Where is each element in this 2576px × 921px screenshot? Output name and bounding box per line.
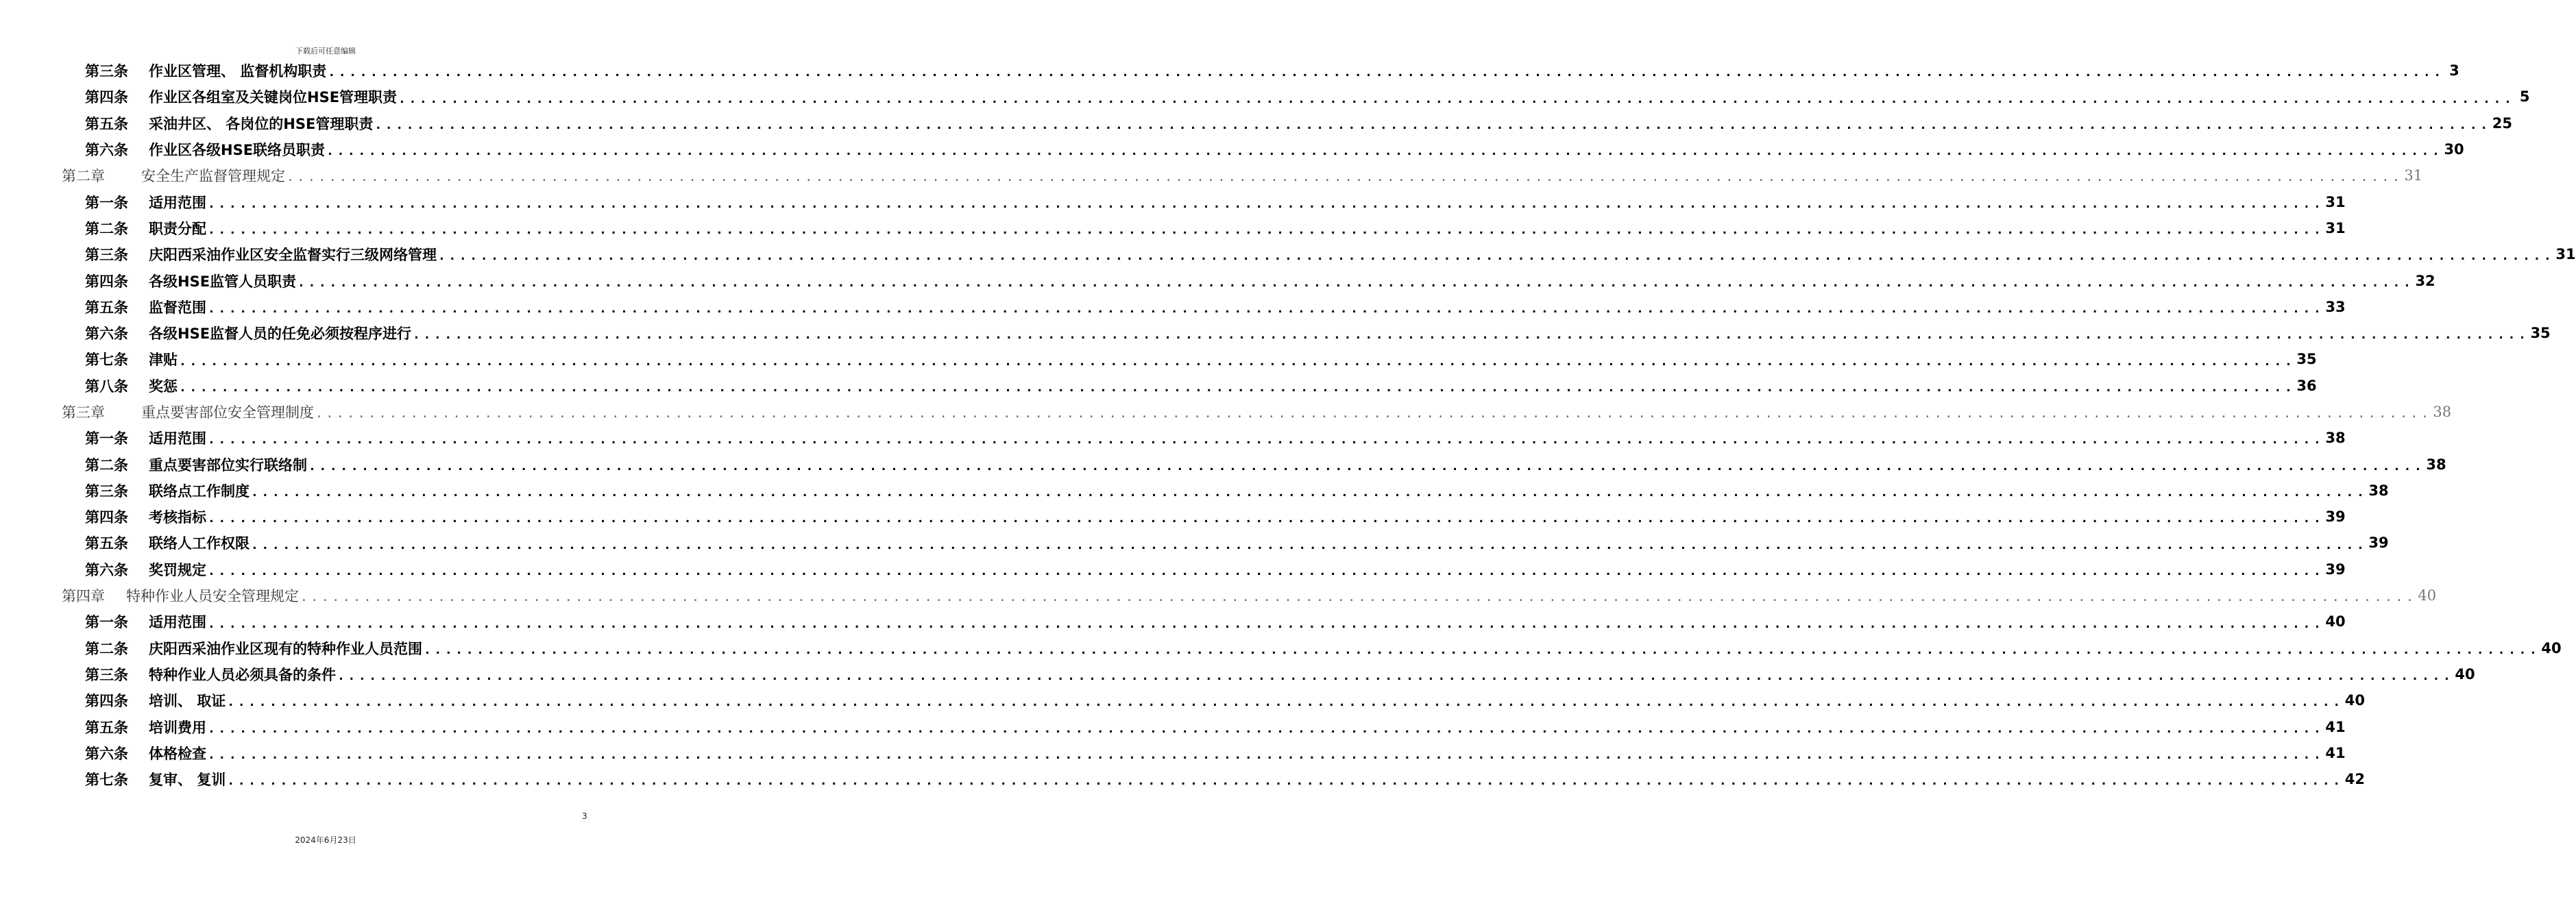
toc-entry-label	[85, 113, 373, 134]
toc-leader-dots: ........................................................................................................................................................................................................	[308, 458, 2425, 474]
toc-entry-title: 重点要害部位实行联络制	[149, 456, 307, 474]
toc-entry-title: 监督范围	[149, 299, 206, 316]
toc-article-entry[interactable]	[0, 609, 2346, 635]
toc-entry-number: 第三条	[85, 666, 128, 683]
header-note: 下载后可任意编辑	[295, 47, 356, 56]
toc-entry-number: 第二条	[85, 640, 128, 657]
toc-article-entry[interactable]	[0, 241, 2576, 267]
toc-chapter-entry[interactable]	[0, 162, 2423, 188]
toc-entry-page: 25	[2492, 114, 2512, 132]
toc-leader-dots: ........................................................................................................................................................................................................	[208, 511, 2324, 526]
toc-entry-page: 41	[2325, 718, 2346, 735]
footer-date: 2024年6月23日	[295, 835, 356, 845]
toc-entry-label	[85, 86, 397, 107]
toc-entry-number: 第二章	[62, 168, 105, 185]
toc-article-entry[interactable]	[0, 346, 2317, 372]
toc-leader-dots: ........................................................................................................................................................................................................	[251, 485, 2368, 500]
toc-entry-page: 36	[2296, 377, 2317, 394]
toc-entry-label	[85, 297, 206, 317]
toc-entry-page: 30	[2444, 141, 2464, 158]
toc-entry-title: 复审、 复训	[149, 772, 226, 789]
toc-entry-page: 38	[2325, 430, 2346, 447]
toc-entry-label	[85, 717, 206, 737]
toc-article-entry[interactable]	[0, 215, 2346, 241]
toc-article-entry[interactable]	[0, 294, 2346, 320]
toc-entry-title: 特种作业人员必须具备的条件	[149, 666, 336, 683]
toc-entry-label	[62, 165, 285, 186]
toc-entry-label	[85, 218, 206, 238]
toc-entry-title: 重点要害部位安全管理制度	[141, 404, 314, 421]
toc-entry-number: 第三条	[85, 63, 128, 80]
toc-entry-number: 第四条	[85, 273, 128, 290]
toc-entry-page: 5	[2519, 88, 2530, 106]
toc-entry-title: 各级HSE监督人员的任免必须按程序进行	[149, 326, 412, 343]
toc-leader-dots: ........................................................................................................................................................................................................	[297, 275, 2414, 290]
toc-article-entry[interactable]	[0, 110, 2512, 136]
toc-entry-page: 31	[2555, 246, 2576, 263]
toc-entry-title: 培训、 取证	[149, 693, 226, 710]
toc-article-entry[interactable]	[0, 188, 2346, 214]
toc-leader-dots: ........................................................................................................................................................................................................	[208, 563, 2324, 578]
toc-leader-dots: ........................................................................................................................................................................................................	[413, 328, 2529, 343]
toc-entry-label	[85, 559, 206, 580]
toc-entry-label	[62, 402, 314, 422]
toc-article-entry[interactable]	[0, 84, 2530, 110]
toc-entry-label	[85, 428, 206, 448]
toc-entry-number: 第四条	[85, 89, 128, 106]
toc-entry-number: 第四条	[85, 693, 128, 710]
toc-leader-dots: ........................................................................................................................................................................................................	[315, 406, 2432, 421]
toc-entry-page: 32	[2415, 272, 2435, 289]
toc-entry-page: 38	[2426, 456, 2446, 473]
toc-article-entry[interactable]	[0, 504, 2346, 530]
toc-article-entry[interactable]	[0, 556, 2346, 582]
toc-entry-title: 庆阳西采油作业区现有的特种作业人员范围	[149, 640, 422, 657]
toc-entry-title: 职责分配	[149, 220, 206, 237]
toc-leader-dots: ........................................................................................................................................................................................................	[208, 721, 2324, 736]
toc-entry-number: 第二条	[85, 220, 128, 237]
toc-entry-number: 第三条	[85, 247, 128, 264]
toc-entry-number: 第五条	[85, 299, 128, 316]
toc-leader-dots: ........................................................................................................................................................................................................	[208, 432, 2324, 447]
toc-article-entry[interactable]	[0, 425, 2346, 451]
toc-entry-title: 作业区管理、 监督机构职责	[149, 63, 327, 80]
toc-entry-number: 第二条	[85, 456, 128, 474]
toc-entry-page: 35	[2296, 351, 2317, 368]
toc-entry-title: 联络人工作权限	[149, 535, 250, 552]
toc-entry-title: 津贴	[149, 352, 178, 369]
toc-leader-dots: ........................................................................................................................................................................................................	[374, 117, 2491, 132]
toc-entry-title: 体格检查	[149, 745, 206, 762]
toc-leader-dots: ........................................................................................................................................................................................................	[208, 748, 2324, 763]
toc-entry-label	[85, 323, 411, 343]
toc-entry-label	[85, 349, 178, 369]
toc-entry-number: 第四章	[62, 588, 105, 605]
toc-leader-dots: ........................................................................................................................................................................................................	[287, 170, 2403, 185]
toc-leader-dots: ........................................................................................................................................................................................................	[337, 669, 2454, 684]
toc-entry-page: 31	[2404, 167, 2423, 184]
toc-leader-dots: ........................................................................................................................................................................................................	[179, 354, 2296, 369]
toc-entry-title: 培训费用	[149, 719, 206, 736]
toc-entry-label	[85, 664, 336, 685]
toc-entry-number: 第七条	[85, 352, 128, 369]
toc-entry-label	[85, 743, 206, 763]
toc-entry-page: 31	[2325, 193, 2346, 210]
toc-entry-label	[85, 506, 206, 527]
toc-entry-page: 31	[2325, 219, 2346, 236]
toc-entry-label	[85, 244, 437, 265]
toc-entry-title: 奖惩	[149, 378, 178, 395]
toc-article-entry[interactable]	[0, 766, 2365, 792]
toc-leader-dots: ........................................................................................................................................................................................................	[208, 616, 2324, 631]
toc-entry-label	[85, 690, 226, 711]
toc-entry-number: 第一条	[85, 194, 128, 211]
toc-entry-title: 特种作业人员安全管理规定	[126, 588, 299, 605]
toc-leader-dots: ........................................................................................................................................................................................................	[328, 65, 2444, 80]
toc-leader-dots: ........................................................................................................................................................................................................	[227, 695, 2344, 710]
toc-entry-number: 第六条	[85, 326, 128, 343]
toc-article-entry[interactable]	[0, 136, 2464, 162]
toc-article-entry[interactable]	[0, 267, 2435, 293]
toc-article-entry[interactable]	[0, 451, 2446, 477]
toc-entry-number: 第七条	[85, 772, 128, 789]
toc-entry-number: 第六条	[85, 745, 128, 762]
toc-entry-title: 庆阳西采油作业区安全监督实行三级网络管理	[149, 247, 437, 264]
toc-entry-number: 第五条	[85, 535, 128, 552]
toc-leader-dots: ........................................................................................................................................................................................................	[208, 301, 2324, 316]
toc-entry-number: 第一条	[85, 430, 128, 447]
toc-entry-page: 38	[2433, 404, 2452, 420]
toc-entry-page: 41	[2325, 744, 2346, 761]
toc-entry-title: 考核指标	[149, 509, 206, 526]
toc-entry-number: 第一条	[85, 614, 128, 631]
toc-entry-label	[85, 480, 250, 501]
toc-leader-dots: ........................................................................................................................................................................................................	[251, 537, 2368, 552]
toc-article-entry[interactable]	[0, 687, 2365, 713]
toc-entry-number: 第五条	[85, 719, 128, 736]
toc-leader-dots: ........................................................................................................................................................................................................	[438, 249, 2555, 264]
toc-entry-title: 采油井区、 各岗位的HSE管理职责	[149, 115, 374, 132]
toc-entry-label	[85, 454, 307, 475]
toc-entry-label	[85, 638, 422, 659]
toc-article-entry[interactable]	[0, 58, 2459, 84]
toc-entry-title: 适用范围	[149, 194, 206, 211]
toc-entry-label	[85, 611, 206, 632]
toc-entry-page: 35	[2530, 325, 2551, 342]
toc-entry-title: 作业区各组室及关键岗位HSE管理职责	[149, 89, 398, 106]
toc-entry-label	[85, 271, 296, 291]
toc-entry-label	[62, 585, 299, 606]
toc-leader-dots: ........................................................................................................................................................................................................	[208, 223, 2324, 238]
toc-leader-dots: ........................................................................................................................................................................................................	[208, 196, 2324, 211]
toc-article-entry[interactable]	[0, 320, 2551, 346]
toc-entry-page: 40	[2455, 665, 2475, 683]
toc-entry-page: 40	[2325, 613, 2346, 630]
toc-entry-page: 38	[2368, 482, 2389, 499]
toc-entry-page: 33	[2325, 298, 2346, 315]
toc-entry-page: 3	[2449, 62, 2459, 79]
toc-entry-number: 第三章	[62, 404, 105, 421]
toc-entry-page: 40	[2541, 639, 2562, 656]
toc-entry-title: 奖罚规定	[149, 561, 206, 578]
toc-chapter-entry[interactable]	[0, 582, 2437, 609]
toc-entry-title: 适用范围	[149, 430, 206, 447]
table-of-contents	[0, 58, 2576, 792]
toc-article-entry[interactable]	[0, 740, 2346, 766]
toc-leader-dots: ........................................................................................................................................................................................................	[398, 91, 2515, 106]
toc-entry-page: 40	[2344, 692, 2365, 709]
toc-entry-page: 39	[2368, 535, 2389, 552]
toc-entry-number: 第八条	[85, 378, 128, 395]
toc-entry-page: 39	[2325, 508, 2346, 526]
toc-entry-number: 第五条	[85, 115, 128, 132]
toc-entry-page: 39	[2325, 561, 2346, 578]
page-number: 3	[582, 811, 587, 821]
toc-entry-label	[85, 192, 206, 212]
toc-article-entry[interactable]	[0, 373, 2317, 399]
toc-article-entry[interactable]	[0, 478, 2389, 504]
toc-article-entry[interactable]	[0, 530, 2389, 556]
toc-entry-label	[85, 532, 250, 553]
toc-entry-label	[85, 769, 226, 789]
toc-entry-page: 40	[2418, 587, 2437, 604]
toc-leader-dots: ........................................................................................................................................................................................................	[227, 774, 2344, 789]
toc-leader-dots: ........................................................................................................................................................................................................	[424, 642, 2540, 657]
toc-article-entry[interactable]	[0, 635, 2562, 661]
toc-entry-title: 各级HSE监管人员职责	[149, 273, 297, 290]
toc-leader-dots: ........................................................................................................................................................................................................	[300, 590, 2417, 605]
toc-entry-title: 联络点工作制度	[149, 482, 250, 500]
toc-article-entry[interactable]	[0, 713, 2346, 739]
toc-entry-label	[85, 60, 326, 81]
toc-entry-title: 安全生产监督管理规定	[141, 168, 285, 185]
toc-entry-page: 42	[2344, 771, 2365, 788]
toc-entry-number: 第四条	[85, 509, 128, 526]
toc-entry-number: 第六条	[85, 561, 128, 578]
toc-entry-title: 作业区各级HSE联络员职责	[149, 142, 326, 159]
toc-entry-number: 第三条	[85, 482, 128, 500]
toc-entry-number: 第六条	[85, 142, 128, 159]
toc-article-entry[interactable]	[0, 661, 2475, 687]
toc-entry-label	[85, 376, 178, 396]
toc-leader-dots: ........................................................................................................................................................................................................	[326, 144, 2443, 159]
toc-entry-label	[85, 139, 325, 160]
toc-entry-title: 适用范围	[149, 614, 206, 631]
toc-chapter-entry[interactable]	[0, 399, 2452, 425]
toc-leader-dots: ........................................................................................................................................................................................................	[179, 380, 2296, 395]
